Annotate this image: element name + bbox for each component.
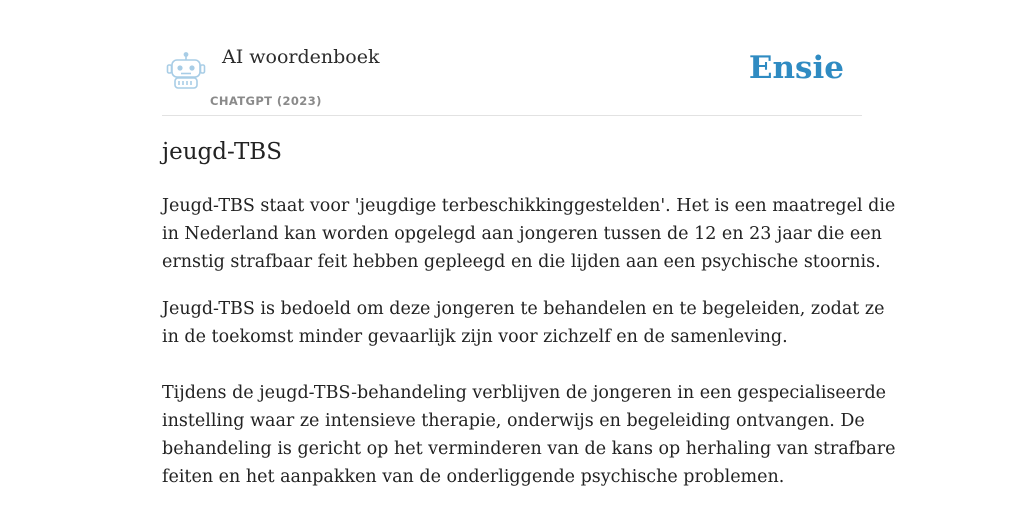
entry-term: jeugd-TBS: [162, 139, 282, 165]
definition-line: feiten en het aanpakken van de onderliggende psychische problemen.: [162, 467, 785, 487]
brand-logo[interactable]: Ensie: [748, 50, 844, 86]
definition-line: in de toekomst minder gevaarlijk zijn voor zichzelf en de samenleving.: [162, 327, 788, 347]
definition-line: Jeugd-TBS is bedoeld om deze jongeren te behandelen en te begeleiden, zodat ze: [162, 299, 885, 319]
definition-line: Jeugd-TBS staat voor 'jeugdige terbeschikkinggestelden'. Het is een maatregel die: [162, 196, 896, 216]
entry-definition: [162, 192, 896, 491]
source-header: [162, 40, 862, 116]
paragraph-spacer: [162, 351, 862, 379]
source-title[interactable]: AI woordenboek: [222, 46, 380, 68]
definition-paragraph: [162, 192, 896, 276]
robot-icon: [166, 52, 206, 90]
definition-paragraph: [162, 295, 885, 351]
definition-line: in Nederland kan worden opgelegd aan jongeren tussen de 12 en 23 jaar die een: [162, 224, 882, 244]
definition-line: Tijdens de jeugd-TBS-behandeling verblijven de jongeren in een gespecialiseerde: [162, 383, 887, 403]
definition-line: ernstig strafbaar feit hebben gepleegd en die lijden aan een psychische stoornis.: [162, 252, 881, 272]
definition-line: instelling waar ze intensieve therapie, onderwijs en begeleiding ontvangen. De: [162, 411, 865, 431]
definition-paragraph: [162, 379, 896, 491]
definition-line: behandeling is gericht op het verminderen van de kans op herhaling van strafbare: [162, 439, 896, 459]
source-meta: CHATGPT (2023): [210, 94, 322, 108]
